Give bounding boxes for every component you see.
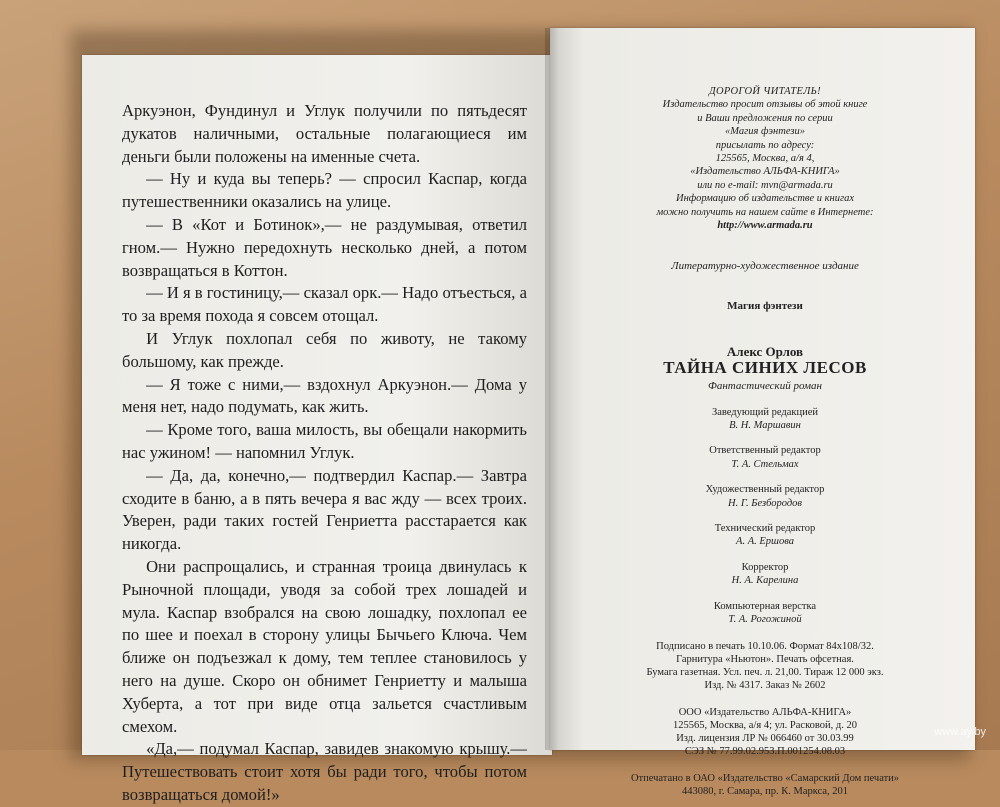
credit-name: А. А. Ершова (736, 536, 794, 548)
paragraph: И Углук похлопал себя по животу, не такому большому, как прежде. (122, 328, 527, 371)
publisher-info (600, 706, 930, 758)
credit-entry (600, 483, 930, 510)
reader-notice-line: или по e-mail: mvn@armada.ru (697, 179, 833, 191)
paragraph: Аркуэнон, Фундинул и Углук получили по пятьдесят дукатов наличными, остальные полагающиеся им деньги были положены на именные счета. (122, 101, 527, 166)
credit-role: Технический редактор (714, 522, 816, 534)
paragraph: — Кроме того, ваша милость, вы обещали накормить нас ужином! — напомнил Углук. (122, 420, 527, 462)
paragraph: — И я в гостиницу,— сказал орк.— Надо отъесться, а то за время похода я совсем отощал. (122, 283, 527, 326)
credit-name: Т. А. Стельмах (731, 458, 799, 470)
credit-entry (600, 406, 930, 433)
credit-entry (600, 522, 930, 549)
credit-name: Н. А. Карелина (731, 575, 799, 587)
credit-name: Н. Г. Безбородов (728, 497, 802, 509)
publisher-info-line: Изд. лицензия ЛР № 066460 от 30.03.99 (676, 733, 854, 745)
watermark: www.ay.by (934, 726, 986, 738)
reader-notice-line: присылать по адресу: (715, 139, 815, 151)
credit-role: Компьютерная верстка (713, 600, 817, 612)
website-url: http://www.armada.ru (717, 220, 813, 232)
left-page-text (122, 100, 527, 807)
paragraph: — Я тоже с ними,— вздохнул Аркуэнон.— Дома у меня нет, надо подумать, как жить. (122, 374, 527, 417)
print-info (600, 640, 930, 692)
book-spine (545, 28, 559, 750)
reader-notice-line: «Магия фэнтези» (725, 126, 805, 138)
author-name: Алекс Орлов (726, 344, 804, 360)
credit-role: Художественный редактор (705, 484, 825, 496)
credit-name: Т. А. Рогожиной (728, 613, 802, 625)
paragraph: Они распрощались, и странная троица двинулась к Рыночной площади, уводя за собой трех лошадей и мула. Каспар взобрался на свою лошадку, похлопал ее по шее и поехал в сторону улицы Бычьего Ключа. Чем ближе он подъезжал к дому, тем теплее становилось у него на душе. Скоро он обнимет Генриетту и малыша Хуберта, а тот при виде отца зальется счастливым смехом. (122, 556, 527, 736)
printer-info-line: 443080, г. Самара, пр. К. Маркса, 201 (681, 786, 849, 798)
paragraph: «Да,— подумал Каспар, завидев знакомую крышу.— Путешествовать стоит хотя бы ради того, чтобы потом возвращаться домой!» (122, 739, 527, 804)
paragraph: — Да, да, конечно,— подтвердил Каспар.— Завтра сходите в баню, а в пять вечера я вас жду — всех троих. Уверен, ради таких гостей Генриетта расстарается как никогда. (122, 465, 527, 554)
publisher-info-line: СЭЗ № 77.99.02.953.П.001254.08.03 (684, 746, 846, 758)
credit-entry (600, 444, 930, 471)
reader-notice-line: 125565, Москва, а/я 4, (715, 153, 815, 165)
imprint-page (600, 85, 930, 798)
reader-notice-line: Издательство просит отзывы об этой книге (662, 99, 868, 111)
print-info-line: Изд. № 4317. Заказ № 2602 (704, 680, 826, 692)
print-info-line: Гарнитура «Ньютон». Печать офсетная. (676, 654, 854, 666)
series-name: Магия фэнтези (727, 299, 803, 312)
reader-notice-line: Информацию об издательстве и книгах (675, 193, 855, 205)
credit-role: Ответственный редактор (709, 445, 821, 457)
book-title: ТАЙНА СИНИХ ЛЕСОВ (663, 357, 867, 377)
credit-entry (600, 561, 930, 588)
credit-role: Заведующий редакцией (711, 406, 819, 418)
genre-line: Литературно-художественное издание (671, 260, 859, 273)
paragraph: — Ну и куда вы теперь? — спросил Каспар, когда путешественники оказались на улице. (122, 169, 527, 212)
reader-notice-title: ДОРОГОЙ ЧИТАТЕЛЬ! (709, 86, 821, 97)
credit-name: В. Н. Маршавин (729, 419, 801, 431)
book-subtitle: Фантастический роман (707, 380, 823, 393)
reader-notice-line: можно получить на нашем сайте в Интернете: (656, 206, 874, 218)
publisher-info-line: ООО «Издательство АЛЬФА-КНИГА» (678, 707, 852, 719)
credit-role: Корректор (741, 561, 789, 573)
publisher-info-line: 125565, Москва, а/я 4; ул. Расковой, д. 20 (672, 720, 857, 732)
printer-info (600, 772, 930, 798)
print-info-line: Бумага газетная. Усл. печ. л. 21,00. Тираж 12 000 экз. (646, 667, 884, 679)
print-info-line: Подписано в печать 10.10.06. Формат 84x108/32. (656, 641, 874, 653)
reader-notice-line: и Ваши предложения по серии (697, 112, 833, 124)
credit-entry (600, 600, 930, 627)
paragraph: — В «Кот и Ботинок»,— не раздумывая, ответил гном.— Нужно передохнуть несколько дней, а потом возвращаться в Коттон. (122, 214, 527, 280)
reader-notice-line: «Издательство АЛЬФА-КНИГА» (690, 166, 840, 178)
printer-info-line: Отпечатано в ОАО «Издательство «Самарский Дом печати» (630, 773, 900, 785)
